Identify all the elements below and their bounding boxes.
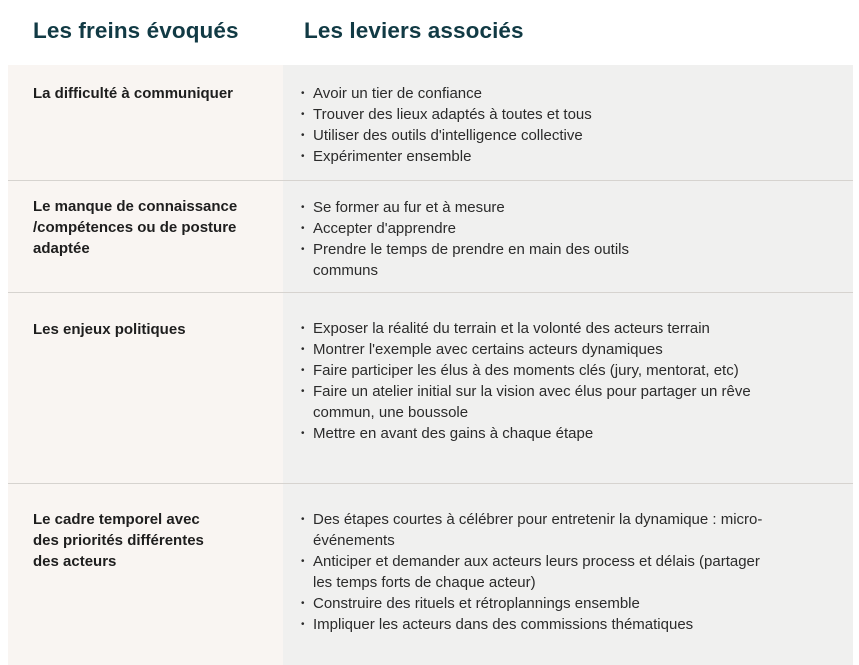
leviers-cell [283,293,853,483]
table-row [8,483,853,665]
frein-cell [8,484,283,665]
levier-item: • Mettre en avant des gains à chaque étape [301,423,775,444]
leviers-cell [283,65,853,180]
frein-cell [8,65,283,180]
levier-item: • Accepter d'apprendre [301,218,638,239]
leviers-column-title: Les leviers associés [304,18,524,43]
levier-item: • Construire des rituels et rétroplannings ensemble [301,593,763,614]
table-header [0,18,859,48]
levier-item: • Se former au fur et à mesure [301,197,638,218]
levier-item: • Prendre le temps de prendre en main des outils communs [301,239,638,281]
levier-item: • Utiliser des outils d'intelligence collective [301,125,793,146]
leviers-cell [283,484,853,665]
frein-label: La difficulté à communiquer [33,85,234,102]
table-row [8,180,853,292]
levier-item: • Expérimenter ensemble [301,146,793,167]
freins-column-title: Les freins évoqués [33,18,239,43]
leviers-list [301,83,793,167]
frein-label: Les enjeux politiques [33,321,186,338]
levier-item: • Impliquer les acteurs dans des commissions thématiques [301,614,763,635]
frein-cell [8,181,283,292]
levier-item: • Exposer la réalité du terrain et la volonté des acteurs terrain [301,318,775,339]
leviers-list [301,509,763,635]
leviers-list [301,318,775,444]
levier-item: • Faire un atelier initial sur la vision avec élus pour partager un rêve commun, une boussole [301,381,775,423]
levier-item: • Montrer l'exemple avec certains acteurs dynamiques [301,339,775,360]
levier-item: • Avoir un tier de confiance [301,83,793,104]
levier-item: • Faire participer les élus à des moments clés (jury, mentorat, etc) [301,360,775,381]
table-row [8,292,853,483]
leviers-cell [283,181,853,292]
frein-cell [8,293,283,483]
frein-label: Le manque de connaissance /compétences ou de posture adaptée [33,198,238,257]
frein-label: Le cadre temporel avec des priorités différentes des acteurs [33,511,204,570]
levier-item: • Trouver des lieux adaptés à toutes et tous [301,104,793,125]
leviers-list [301,197,638,281]
levier-item: • Des étapes courtes à célébrer pour entretenir la dynamique : micro-événements [301,509,763,551]
levier-item: • Anticiper et demander aux acteurs leurs process et délais (partager les temps forts de chaque acteur) [301,551,763,593]
freins-leviers-table [8,65,853,665]
table-row [8,65,853,180]
